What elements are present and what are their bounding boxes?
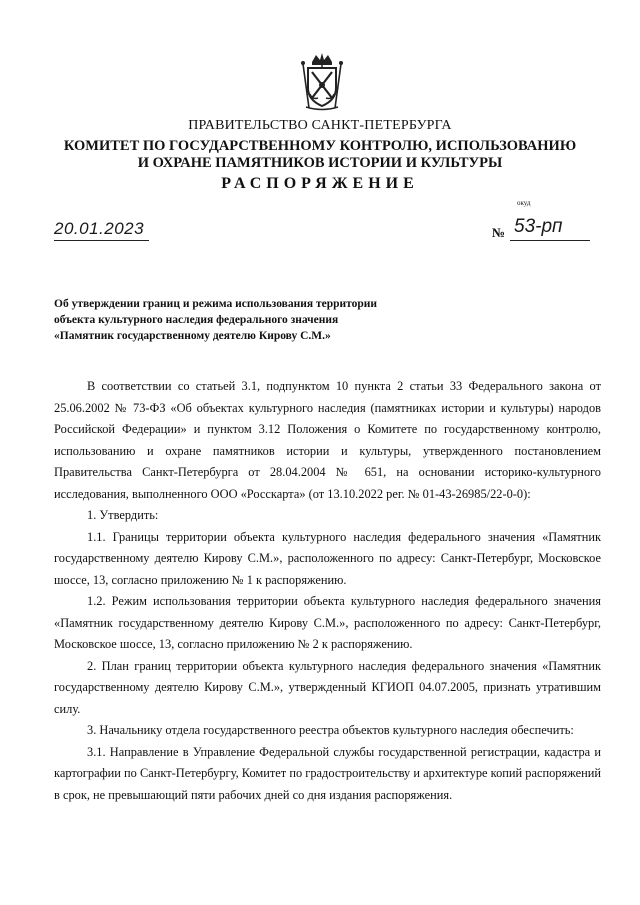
- coat-of-arms-icon: [298, 52, 346, 112]
- paragraph-2: 2. План границ территории объекта культурного наследия федерального значения «Памятник государственному деятелю Кирову С.М.», утвержденный КГИОП 04.07.2005, признать утратившим силу.: [54, 658, 601, 716]
- subject-line2: объекта культурного наследия федерального значения: [54, 314, 339, 326]
- paragraph-1-1: 1.1. Границы территории объекта культурного наследия федерального значения «Памятник государственному деятелю Кирову С.М.», расположенного по адресу: Санкт-Петербург, Московское шоссе, 13, согласно приложению № 1 к распоряжению.: [54, 529, 601, 587]
- document-number: 53-рп: [514, 216, 563, 237]
- number-label: №: [492, 225, 506, 240]
- paragraph-1-2: 1.2. Режим использования территории объекта культурного наследия федерального значения «Памятник государственному деятелю Кирову С.М.», расположенного по адресу: Санкт-Петербург, Московское шоссе, 13, согласно приложению № 2 к распоряжению.: [54, 594, 601, 651]
- document-type: РАСПОРЯЖЕНИЕ: [221, 175, 419, 192]
- paragraph-3-1: 3.1. Направление в Управление Федеральной службы государственной регистрации, кадастра и картографии по Санкт-Петербургу, Комитет по градостроительству и архитектуре копий распоряжений в срок, не превышающий пяти рабочих дней со дня издания распоряжения.: [54, 744, 601, 802]
- subject-line3: «Памятник государственному деятелю Кирову С.М.»: [54, 330, 331, 342]
- date-underline: [54, 240, 149, 241]
- document-subject: [54, 296, 614, 344]
- paragraph-3: 3. Начальнику отдела государственного реестра объектов культурного наследия обеспечить:: [87, 723, 574, 737]
- government-name: ПРАВИТЕЛЬСТВО САНКТ-ПЕТЕРБУРГА: [188, 118, 452, 133]
- committee-name-line1: КОМИТЕТ ПО ГОСУДАРСТВЕННОМУ КОНТРОЛЮ, ИСПОЛЬЗОВАНИЮ: [63, 138, 577, 154]
- paragraph-preamble: В соответствии со статьей 3.1, подпунктом 10 пункта 2 статьи 33 Федерального закона от 25.06.2002 № 73-ФЗ «Об объектах культурного наследия (памятниках истории и культуры) народов Российской Федерации» и пунктом 3.12 Положения о Комитете по государственному контролю, использованию и охране памятников истории и культуры, утвержденного постановлением Правительства Санкт-Петербурга от 28.04.2004 № 651, на основании историко-культурного исследования, выполненного ООО «Росскарта» (от 13.10.2022 рег. № 01-43-26985/22-0-0):: [54, 379, 601, 501]
- document-body: [54, 376, 601, 806]
- number-underline: [510, 240, 590, 241]
- subject-line1: Об утверждении границ и режима использования территории: [54, 298, 378, 310]
- paragraph-1: 1. Утвердить:: [87, 508, 159, 522]
- okud-label: окуд: [517, 199, 531, 207]
- committee-name-line2: И ОХРАНЕ ПАМЯТНИКОВ ИСТОРИИ И КУЛЬТУРЫ: [137, 155, 503, 171]
- document-date: 20.01.2023: [54, 219, 145, 238]
